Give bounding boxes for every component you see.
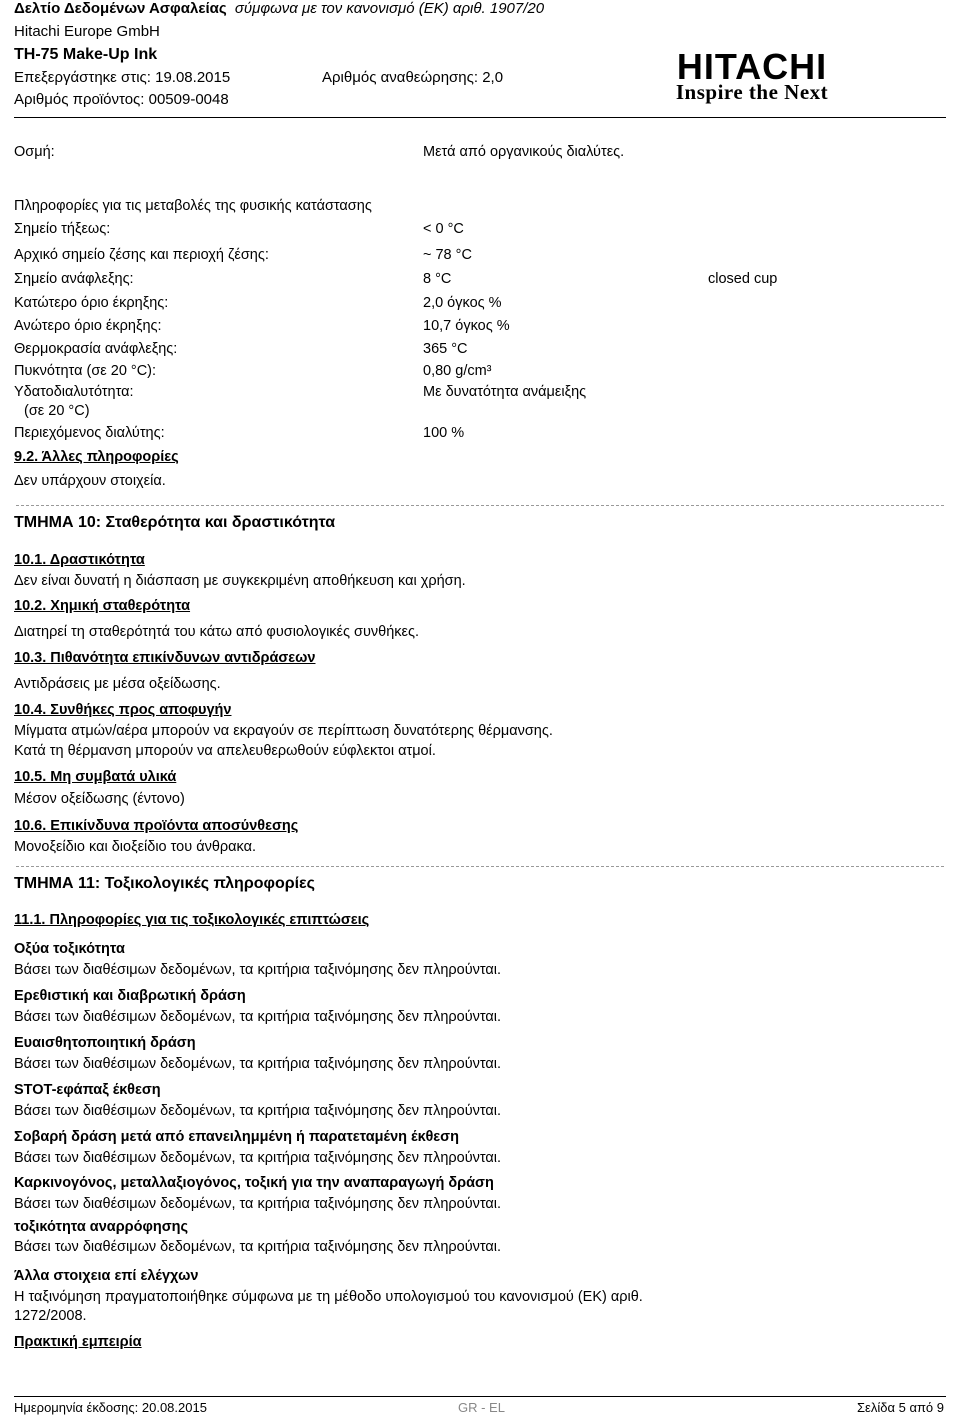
tox-item-heading: Σοβαρή δράση μετά από επανειλημμένη ή παρατεταμένη έκθεση bbox=[14, 1129, 459, 1145]
prop-value: 10,7 όγκος % bbox=[423, 318, 510, 334]
processed-date: Επεξεργάστηκε στις: 19.08.2015 bbox=[14, 69, 231, 86]
issue-date: Ημερομηνία έκδοσης: 20.08.2015 bbox=[14, 1400, 207, 1415]
prop-label: Υδατοδιαλυτότητα: bbox=[14, 384, 134, 400]
doc-title bbox=[14, 0, 544, 17]
logo-tagline: Inspire the Next bbox=[675, 80, 829, 104]
odor-value: Μετά από οργανικούς διαλύτες. bbox=[423, 144, 625, 160]
subsection-text: Μέσον οξείδωσης (έντονο) bbox=[14, 791, 185, 807]
odor-label: Οσμή: bbox=[14, 144, 55, 160]
prop-label: Κατώτερο όριο έκρηξης: bbox=[14, 295, 169, 311]
tox-item-heading: Ευαισθητοποιητική δράση bbox=[14, 1035, 196, 1051]
product-name: TH-75 Make-Up Ink bbox=[14, 46, 158, 63]
prop-label-sub: (σε 20 °C) bbox=[24, 403, 90, 419]
subsection-text: Κατά τη θέρμανση μπορούν να απελευθερωθούν εύφλεκτοι ατμοί. bbox=[14, 743, 436, 759]
tox-item-text: Βάσει των διαθέσιμων δεδομένων, τα κριτήρια ταξινόμησης δεν πληρούνται. bbox=[14, 1056, 502, 1072]
prop-value: Με δυνατότητα ανάμειξης bbox=[423, 384, 587, 400]
section-title: ΤΜΗΜΑ 11: Τοξικολογικές πληροφορίες bbox=[14, 875, 315, 892]
subsection-heading: 11.1. Πληροφορίες για τις τοξικολογικές επιπτώσεις bbox=[14, 912, 370, 928]
prop-value: 8 °C bbox=[423, 271, 452, 287]
prop-label: Περιεχόμενος διαλύτης: bbox=[14, 425, 165, 441]
prop-label: Θερμοκρασία ανάφλεξης: bbox=[14, 341, 178, 357]
subsection-heading: Πρακτική εμπειρία bbox=[14, 1334, 142, 1350]
footer-rule bbox=[14, 1396, 946, 1397]
prop-value: ~ 78 °C bbox=[423, 247, 472, 263]
header-rule bbox=[14, 117, 946, 118]
subsection-text: Δεν υπάρχουν στοιχεία. bbox=[14, 473, 166, 489]
prop-note: closed cup bbox=[708, 271, 778, 287]
section-divider bbox=[16, 505, 944, 506]
prop-value: 2,0 όγκος % bbox=[423, 295, 502, 311]
tox-item-text: Βάσει των διαθέσιμων δεδομένων, τα κριτήρια ταξινόμησης δεν πληρούνται. bbox=[14, 1103, 502, 1119]
tox-item-heading: τοξικότητα αναρρόφησης bbox=[14, 1219, 189, 1235]
prop-label: Σημείο ανάφλεξης: bbox=[14, 271, 134, 287]
subsection-heading: 9.2. Άλλες πληροφορίες bbox=[14, 449, 179, 465]
tox-item-text: Βάσει των διαθέσιμων δεδομένων, τα κριτήρια ταξινόμησης δεν πληρούνται. bbox=[14, 962, 502, 978]
prop-value: < 0 °C bbox=[423, 221, 464, 237]
prop-value: 365 °C bbox=[423, 341, 468, 357]
hitachi-logo bbox=[652, 46, 852, 105]
revision-number: Αριθμός αναθεώρησης: 2,0 bbox=[322, 69, 504, 86]
prop-label: Σημείο τήξεως: bbox=[14, 221, 111, 237]
subsection-text: Μίγματα ατμών/αέρα μπορούν να εκραγούν σε περίπτωση δυνατότερης θέρμανσης. bbox=[14, 723, 553, 739]
subsection-text: Δεν είναι δυνατή η διάσπαση με συγκεκριμένη αποθήκευση και χρήση. bbox=[14, 573, 466, 589]
doc-title-main: Δελτίο Δεδομένων Ασφαλείας bbox=[14, 0, 227, 17]
phys-heading: Πληροφορίες για τις μεταβολές της φυσικής κατάστασης bbox=[14, 198, 372, 214]
company-name: Hitachi Europe GmbH bbox=[14, 23, 160, 40]
tox-item-heading: STOT-εφάπαξ έκθεση bbox=[14, 1082, 161, 1098]
tox-item-text: Η ταξινόμηση πραγματοποιήθηκε σύμφωνα με τη μέθοδο υπολογισμού του κανονισμού (ΕΚ) αριθ. bbox=[14, 1289, 643, 1305]
subsection-heading: 10.1. Δραστικότητα bbox=[14, 552, 145, 568]
subsection-text: Διατηρεί τη σταθερότητά του κάτω από φυσιολογικές συνθήκες. bbox=[14, 624, 420, 640]
tox-item-heading: Καρκινογόνος, μεταλλαξιογόνος, τοξική για την αναπαραγωγή δράση bbox=[14, 1175, 494, 1191]
tox-item-text: 1272/2008. bbox=[14, 1308, 87, 1324]
prop-value: 100 % bbox=[423, 425, 465, 441]
doc-title-sub: σύμφωνα με τον κανονισμό (ΕΚ) αριθ. 1907/20 bbox=[234, 0, 545, 17]
language-code: GR - EL bbox=[458, 1400, 505, 1415]
prop-label: Πυκνότητα (σε 20 °C): bbox=[14, 363, 157, 379]
tox-item-text: Βάσει των διαθέσιμων δεδομένων, τα κριτήρια ταξινόμησης δεν πληρούνται. bbox=[14, 1150, 502, 1166]
tox-item-text: Βάσει των διαθέσιμων δεδομένων, τα κριτήρια ταξινόμησης δεν πληρούνται. bbox=[14, 1239, 502, 1255]
product-number: Αριθμός προϊόντος: 00509-0048 bbox=[14, 91, 229, 108]
page-number: Σελίδα 5 από 9 bbox=[857, 1400, 944, 1415]
tox-item-heading: Οξύα τοξικότητα bbox=[14, 941, 125, 957]
subsection-heading: 10.6. Επικίνδυνα προϊόντα αποσύνθεσης bbox=[14, 818, 299, 834]
section-divider bbox=[16, 866, 944, 867]
subsection-heading: 10.4. Συνθήκες προς αποφυγήν bbox=[14, 702, 232, 718]
prop-value: 0,80 g/cm³ bbox=[423, 363, 492, 379]
section-title: ΤΜΗΜΑ 10: Σταθερότητα και δραστικότητα bbox=[14, 514, 336, 531]
prop-label: Αρχικό σημείο ζέσης και περιοχή ζέσης: bbox=[14, 247, 269, 263]
subsection-heading: 10.2. Χημική σταθερότητα bbox=[14, 598, 191, 614]
tox-item-text: Βάσει των διαθέσιμων δεδομένων, τα κριτήρια ταξινόμησης δεν πληρούνται. bbox=[14, 1009, 502, 1025]
tox-item-heading: Άλλα στοιχεια επί ελέγχων bbox=[14, 1268, 199, 1284]
subsection-text: Μονοξείδιο και διοξείδιο του άνθρακα. bbox=[14, 839, 257, 855]
logo-wordmark: HITACHI bbox=[676, 46, 828, 87]
subsection-text: Αντιδράσεις με μέσα οξείδωσης. bbox=[14, 676, 221, 692]
subsection-heading: 10.5. Μη συμβατά υλικά bbox=[14, 769, 177, 785]
subsection-heading: 10.3. Πιθανότητα επικίνδυνων αντιδράσεων bbox=[14, 650, 316, 666]
tox-item-heading: Ερεθιστική και διαβρωτική δράση bbox=[14, 988, 246, 1004]
tox-item-text: Βάσει των διαθέσιμων δεδομένων, τα κριτήρια ταξινόμησης δεν πληρούνται. bbox=[14, 1196, 502, 1212]
prop-label: Ανώτερο όριο έκρηξης: bbox=[14, 318, 162, 334]
